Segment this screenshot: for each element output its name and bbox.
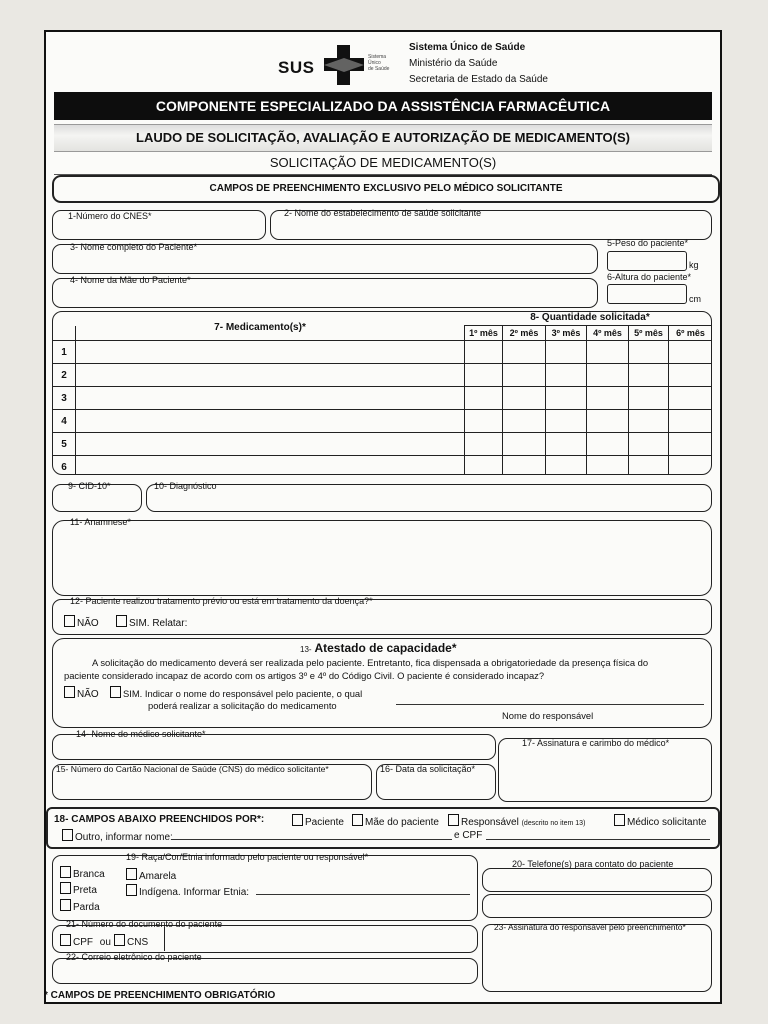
- sus-logo: SUS: [278, 58, 315, 77]
- campos-medico-label: CAMPOS DE PREENCHIMENTO EXCLUSIVO PELO MÉDICO SOLICITANTE: [209, 183, 563, 194]
- raca-parda[interactable]: Parda: [60, 899, 100, 913]
- med-cell[interactable]: [76, 433, 465, 456]
- assinatura-medico-label: 17- Assinatura e carimbo do médico*: [522, 738, 670, 748]
- email-label: 22- Correio eletrônico do paciente: [66, 952, 202, 962]
- table-row: 1: [53, 341, 712, 364]
- altura-label: 6-Altura do paciente*: [607, 272, 692, 282]
- checkbox-icon: [614, 814, 625, 826]
- documento-cns[interactable]: CNS: [114, 934, 148, 948]
- assinatura-resp-label: 23- Assinatura do responsável pelo preenchimento*: [494, 922, 686, 932]
- anamnese-field[interactable]: [52, 520, 712, 596]
- peso-unit: kg: [689, 260, 699, 270]
- med-cell[interactable]: [76, 387, 465, 410]
- raca-amarela[interactable]: Amarela: [126, 868, 176, 882]
- checkbox-icon: [352, 814, 363, 826]
- atestado-nao[interactable]: NÃO: [64, 686, 99, 700]
- table-row: 6: [53, 456, 712, 476]
- raca-branca[interactable]: Branca: [60, 866, 105, 880]
- atestado-title: 13- Atestado de capacidade*: [300, 641, 457, 655]
- footer-note: * CAMPOS DE PREENCHIMENTO OBRIGATÓRIO: [44, 990, 276, 1001]
- documento-number-field[interactable]: [164, 927, 477, 951]
- table-row: 4: [53, 410, 712, 433]
- checkbox-icon: [60, 899, 71, 911]
- option-outro[interactable]: Outro, informar nome:: [62, 829, 173, 843]
- medico-nome-label: 14- Nome do médico solicitante*: [76, 729, 206, 739]
- cns-medico-label: 15- Número do Cartão Nacional de Saúde (CNS) do médico solicitante*: [56, 764, 329, 774]
- solicitacao-title: SOLICITAÇÃO DE MEDICAMENTO(S): [54, 152, 712, 175]
- header-lines: Sistema Único de Saúde Ministério da Saúde Secretaria de Estado da Saúde: [409, 42, 548, 85]
- cnes-label: 1-Número do CNES*: [68, 211, 152, 221]
- raca-preta[interactable]: Preta: [60, 882, 97, 896]
- anamnese-label: 11- Anamnese*: [70, 517, 131, 527]
- month-3: 3º mês: [546, 326, 587, 341]
- peso-label: 5-Peso do paciente*: [607, 238, 689, 248]
- atestado-text1: A solicitação do medicamento deverá ser realizada pelo paciente. Entretanto, fica dispensada a obrigatoriedade da presença física do: [92, 657, 649, 668]
- month-4: 4º mês: [587, 326, 629, 341]
- checkbox-icon: [60, 882, 71, 894]
- checkbox-icon: [64, 615, 75, 627]
- checkbox-icon: [62, 829, 73, 841]
- mae-label: 4- Nome da Mãe do Paciente*: [70, 275, 191, 285]
- checkbox-icon: [64, 686, 75, 698]
- campos-medico-box: [52, 175, 720, 203]
- qty-header: 8- Quantidade solicitada*: [530, 312, 650, 323]
- month-1: 1º mês: [465, 326, 503, 341]
- diagnostico-field[interactable]: [146, 484, 712, 512]
- checkbox-icon: [292, 814, 303, 826]
- atestado-text2: paciente considerado incapaz de acordo com os artigos 3º e 4º do Código Civil. O paciente é considerado incapaz?: [64, 670, 545, 681]
- altura-unit: cm: [689, 294, 701, 304]
- option-responsavel[interactable]: Responsável (descrito no item 13): [448, 814, 585, 828]
- cross-icon: [322, 43, 366, 87]
- laudo-title-bar: [54, 124, 712, 152]
- etnia-line[interactable]: [256, 894, 470, 895]
- checkbox-icon: [448, 814, 459, 826]
- option-medico[interactable]: Médico solicitante: [614, 814, 706, 828]
- med-cell[interactable]: [76, 364, 465, 387]
- outro-line[interactable]: [172, 839, 452, 840]
- raca-box: [52, 855, 478, 921]
- telefone-label: 20- Telefone(s) para contato do paciente: [512, 859, 674, 869]
- table-row: 3: [53, 387, 712, 410]
- med-cell[interactable]: [76, 341, 465, 364]
- laudo-title: LAUDO DE SOLICITAÇÃO, AVALIAÇÃO E AUTORIZAÇÃO DE MEDICAMENTO(S): [136, 130, 630, 145]
- banner: COMPONENTE ESPECIALIZADO DA ASSISTÊNCIA FARMACÊUTICA: [54, 92, 712, 120]
- raca-indigena[interactable]: Indígena. Informar Etnia:: [126, 884, 249, 898]
- preenchido-title: 18- CAMPOS ABAIXO PREENCHIDOS POR*:: [54, 814, 265, 825]
- checkbox-icon: [60, 934, 71, 946]
- atestado-sim[interactable]: SIM. Indicar o nome do responsável pelo paciente, o qual: [110, 686, 362, 699]
- data-solicitacao-label: 16- Data da solicitação*: [380, 764, 476, 774]
- documento-label: 21- Número do documento do paciente: [66, 919, 223, 929]
- medicamentos-grid: [53, 325, 712, 475]
- tratamento-sim[interactable]: SIM. Relatar:: [116, 615, 187, 629]
- peso-field[interactable]: [607, 251, 687, 271]
- table-row: 5: [53, 433, 712, 456]
- telefone-field-1[interactable]: [482, 868, 712, 892]
- month-2: 2º mês: [503, 326, 546, 341]
- logo-small-text: Sistema Único de Saúde: [368, 54, 390, 72]
- checkbox-icon: [126, 884, 137, 896]
- option-paciente[interactable]: Paciente: [292, 814, 344, 828]
- checkbox-icon: [110, 686, 121, 698]
- tratamento-nao[interactable]: NÃO: [64, 615, 99, 629]
- cid-label: 9- CID-10*: [68, 481, 111, 491]
- month-5: 5º mês: [629, 326, 669, 341]
- telefone-field-2[interactable]: [482, 894, 712, 918]
- checkbox-icon: [116, 615, 127, 627]
- cpf-line[interactable]: [486, 839, 710, 840]
- documento-cpf[interactable]: CPF ou: [60, 934, 111, 948]
- atestado-sim2: poderá realizar a solicitação do medicamento: [148, 700, 337, 711]
- paciente-label: 3- Nome completo do Paciente*: [70, 242, 198, 252]
- cpf-label: e CPF: [454, 830, 483, 841]
- med-cell[interactable]: [76, 410, 465, 433]
- responsavel-line[interactable]: [396, 704, 704, 705]
- checkbox-icon: [114, 934, 125, 946]
- raca-label: 19- Raça/Cor/Etnia informado pelo paciente ou responsável*: [126, 852, 369, 862]
- medicamentos-header: 7- Medicamento(s)*: [214, 322, 306, 333]
- checkbox-icon: [126, 868, 137, 880]
- medicamentos-box: [52, 311, 712, 475]
- assinatura-resp-field[interactable]: [482, 924, 712, 992]
- form-sheet: [44, 30, 722, 1004]
- option-mae[interactable]: Mãe do paciente: [352, 814, 439, 828]
- estabelecimento-label: 2- Nome do estabelecimento de saúde solicitante: [284, 208, 482, 218]
- checkbox-icon: [60, 866, 71, 878]
- table-row: 2: [53, 364, 712, 387]
- med-cell[interactable]: [76, 456, 465, 476]
- diagnostico-label: 10- Diagnóstico: [154, 481, 217, 491]
- tratamento-label: 12- Paciente realizou tratamento prévio ou está em tratamento da doença?*: [70, 596, 373, 606]
- altura-field[interactable]: [607, 284, 687, 304]
- month-6: 6º mês: [669, 326, 713, 341]
- nome-responsavel-label: Nome do responsável: [502, 710, 594, 721]
